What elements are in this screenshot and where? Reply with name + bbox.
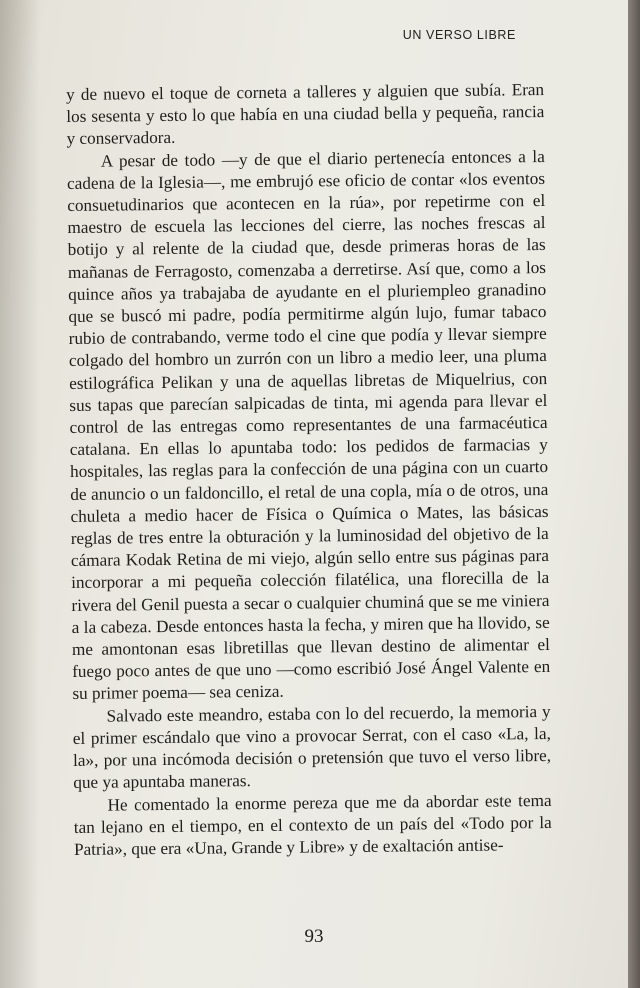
paragraph-3: Salvado este meandro, estaba con lo del recuerdo, la memoria y el primer escándalo que vino a provocar Serrat, con el caso «La, la, la», por una incómoda decisión o pretensión que tuvo el verso libre, que ya apuntaba maneras. bbox=[72, 701, 552, 793]
next-page-edge bbox=[628, 0, 640, 988]
paragraph-2: A pesar de todo —y de que el diario pertenecía entonces a la cadena de la Iglesia—, me embrujó ese oficio de contar «los eventos consuetudinarios que acontecen en la rúa», por repetirme con el maestro de escuela las lecciones del cierre, las noches frescas al botijo y al relente de la ciudad que, desde primeras horas de las mañanas de Ferragosto, comenzaba a derretirse. Así que, como a los quince años ya trabajaba de ayudante en el pluriempleo granadino que se buscó mi padre, podía permitirme algún lujo, fumar tabaco rubio de contrabando, verme todo el cine que podía y llevar siempre colgado del hombro un zurrón con un libro a medio leer, una pluma estilográfica Pelikan y una de aquellas libretas de Miquelrius, con sus tapas que parecían salpicadas de tinta, mi agenda para llevar el control de las entregas como representantes de una farmacéutica catalana. En ellas lo apuntaba todo: los pedidos de farmacias y hospitales, las reglas para la confección de una página con un cuarto de anuncio o un faldoncillo, el retal de una copla, mía o de otros, una chuleta a medio hacer de Física o Química o Mates, las básicas reglas de tres entre la obturación y la luminosidad del objetivo de la cámara Kodak Retina de mi viejo, algún sello entre sus páginas para incorporar a mi pequeña colección filatélica, una florecilla de la rivera del Genil puesta a secar o cualquier chuminá que se me viniera a la cabeza. Desde entonces hasta la fecha, y miren que ha llovido, se me amontonan esas libretillas que llevan destino de alimentar el fuego poco antes de que uno —como escribió José Ángel Valente en su primer poema— sea ceniza. bbox=[66, 146, 551, 704]
body-text bbox=[66, 79, 552, 861]
running-head: UN VERSO LIBRE bbox=[402, 28, 516, 42]
page-gutter-shadow bbox=[0, 0, 40, 988]
page-number: 93 bbox=[304, 926, 324, 947]
paragraph-4: He comentado la enorme pereza que me da abordar este tema tan lejano en el tiempo, en el contexto de un país del «Todo por la Patria», que era «Una, Grande y Libre» y de exaltación antise- bbox=[73, 790, 552, 859]
paragraph-1: y de nuevo el toque de corneta a talleres y alguien que subía. Eran los sesenta y esto lo que había en una ciudad bella y pequeña, rancia y conservadora. bbox=[66, 79, 545, 149]
